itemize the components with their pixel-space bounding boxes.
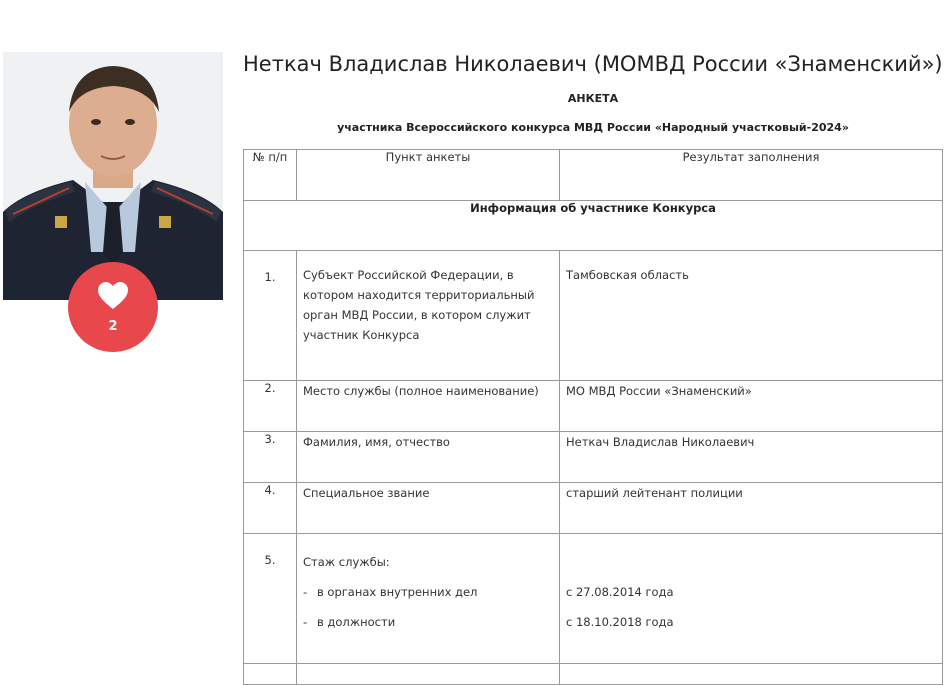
row-item: Место службы (полное наименование) (297, 381, 560, 432)
row-subitem (303, 582, 553, 612)
section-title: Информация об участнике Конкурса (244, 201, 943, 251)
heart-icon (98, 282, 128, 310)
table-row (244, 432, 943, 483)
page-title: Неткач Владислав Николаевич (МОМВД России «Знаменский») (243, 52, 943, 76)
row-value (560, 534, 943, 664)
row-subitem (303, 612, 553, 642)
row-value-spacer (566, 552, 936, 582)
table-header-row (244, 150, 943, 201)
form-subtitle: участника Всероссийского конкурса МВД России «Народный участковый-2024» (337, 121, 849, 134)
questionnaire-table (243, 149, 943, 685)
table-row (244, 251, 943, 381)
row-number: 3. (244, 432, 297, 483)
row-subvalue: с 27.08.2014 года (566, 585, 674, 599)
row-value: Неткач Владислав Николаевич (560, 432, 943, 483)
row-item (297, 664, 560, 685)
row-item (297, 534, 560, 664)
table-row (244, 664, 943, 685)
row-value (560, 664, 943, 685)
row-number: 2. (244, 381, 297, 432)
row-item-heading: Стаж службы: (303, 555, 390, 569)
row-item: Субъект Российской Федерации, в котором находится территориальный орган МВД России, в котором служит участник Конкурса (297, 251, 560, 381)
header-result: Результат заполнения (560, 150, 943, 201)
dash-marker: - (303, 615, 308, 629)
like-count: 2 (108, 319, 118, 334)
row-value: Тамбовская область (560, 251, 943, 381)
header-number: № п/п (244, 150, 297, 201)
row-number: 4. (244, 483, 297, 534)
row-subitem-label: в должности (317, 615, 396, 629)
dash-marker: - (303, 585, 308, 599)
row-subitem-label: в органах внутренних дел (317, 585, 478, 599)
row-value: старший лейтенант полиции (560, 483, 943, 534)
like-button[interactable] (68, 262, 158, 352)
table-row (244, 534, 943, 664)
row-item: Фамилия, имя, отчество (297, 432, 560, 483)
row-subvalue: с 18.10.2018 года (566, 615, 674, 629)
row-number: 1. (244, 251, 297, 381)
row-value: МО МВД России «Знаменский» (560, 381, 943, 432)
row-number (244, 664, 297, 685)
header-item: Пункт анкеты (297, 150, 560, 201)
row-item: Специальное звание (297, 483, 560, 534)
table-row (244, 483, 943, 534)
form-title: АНКЕТА (567, 92, 619, 105)
row-number: 5. (244, 534, 297, 664)
table-row (244, 381, 943, 432)
section-row (244, 201, 943, 251)
